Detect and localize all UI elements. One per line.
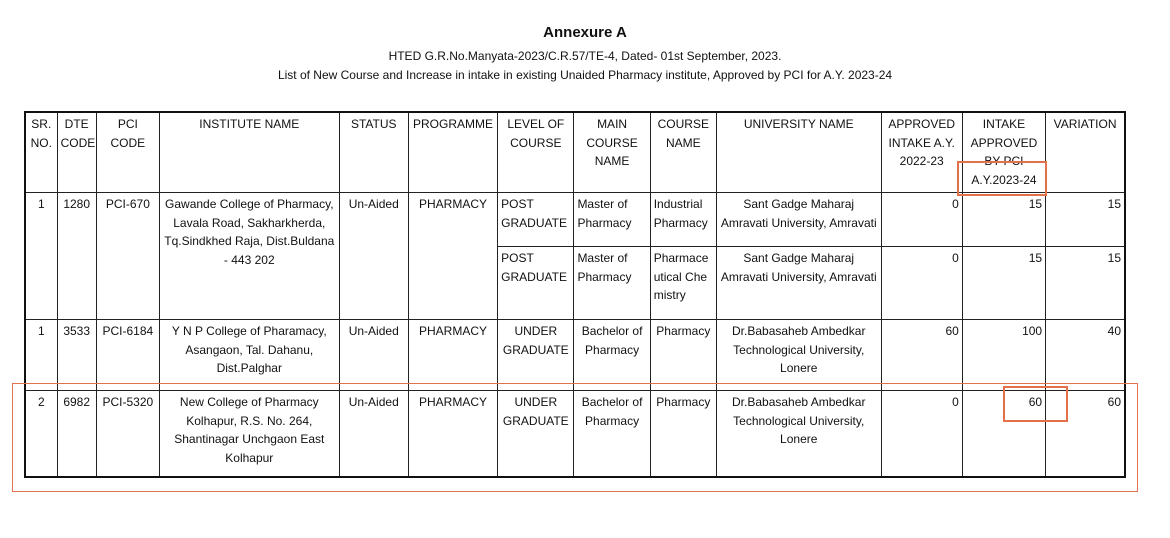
cell-institute: New College of Pharmacy Kolhapur, R.S. No. 264, Shantinagar Unchgaon East Kolhapur [159,391,339,478]
cell-status: Un-Aided [339,193,408,320]
cell-pci: PCI-6184 [96,320,159,391]
col-dte-code: DTE CODE [57,112,96,193]
cell-intake: 15 [962,193,1045,247]
cell-university: Dr.Babasaheb Ambedkar Technological University, Lonere [716,391,881,478]
gr-reference: HTED G.R.No.Manyata-2023/C.R.57/TE-4, Dated- 01st September, 2023. [388,49,782,63]
intake-header-year: A.Y.2023-24 [971,172,1037,187]
document-title: Annexure A [543,24,627,41]
cell-main-course: Bachelor of Pharmacy [574,391,650,478]
table-header-row [25,112,1125,193]
col-level-of-course: LEVEL OF COURSE [498,112,574,193]
col-university-name: UNIVERSITY NAME [716,112,881,193]
cell-approved: 0 [881,247,962,320]
col-programme: PROGRAMME [408,112,497,193]
list-description: List of New Course and Increase in intake in existing Unaided Pharmacy institute, Approved by PCI for A.Y. 2023-24 [277,68,893,82]
cell-status: Un-Aided [339,391,408,478]
col-status: STATUS [339,112,408,193]
cell-dte: 6982 [57,391,96,478]
cell-university: Sant Gadge Maharaj Amravati University, Amravati [716,247,881,320]
cell-intake: 60 [962,391,1045,478]
col-institute-name: INSTITUTE NAME [159,112,339,193]
cell-approved: 0 [881,193,962,247]
col-variation: VARIATION [1046,112,1125,193]
cell-main-course: Master of Pharmacy [574,193,650,247]
cell-level: UNDER GRADUATE [498,320,574,391]
cell-course: Industrial Pharmacy [650,193,716,247]
col-pci-code: PCI CODE [96,112,159,193]
cell-level: POST GRADUATE [498,247,574,320]
cell-programme: PHARMACY [408,320,497,391]
col-course-name: COURSE NAME [650,112,716,193]
col-sr-no: SR. NO. [25,112,57,193]
cell-dte: 3533 [57,320,96,391]
cell-sr: 1 [25,320,57,391]
cell-programme: PHARMACY [408,391,497,478]
cell-variation: 40 [1046,320,1125,391]
cell-intake: 100 [962,320,1045,391]
cell-sr: 2 [25,391,57,478]
cell-status: Un-Aided [339,320,408,391]
document-header [0,24,1170,85]
cell-dte: 1280 [57,193,96,320]
cell-approved: 60 [881,320,962,391]
cell-intake: 15 [962,247,1045,320]
table-row [25,391,1125,478]
cell-variation: 60 [1046,391,1125,478]
cell-level: UNDER GRADUATE [498,391,574,478]
cell-level: POST GRADUATE [498,193,574,247]
cell-institute: Y N P College of Pharamacy, Asangaon, Tal. Dahanu, Dist.Palghar [159,320,339,391]
table-row [25,193,1125,247]
cell-institute: Gawande College of Pharmacy, Lavala Road, Sakharkherda, Tq.Sindkhed Raja, Dist.Buldana - 443 202 [159,193,339,320]
annexure-table [24,111,1126,478]
cell-pci: PCI-670 [96,193,159,320]
intake-header-label: INTAKE APPROVED BY PCI [970,117,1038,168]
cell-programme: PHARMACY [408,193,497,320]
cell-course: Pharmacy [650,320,716,391]
cell-course: Pharmacy [650,391,716,478]
cell-variation: 15 [1046,247,1125,320]
col-approved-intake: APPROVED INTAKE A.Y. 2022-23 [881,112,962,193]
cell-main-course: Master of Pharmacy [574,247,650,320]
col-intake-approved [962,112,1045,193]
cell-course: Pharmaceutical Chemistry [650,247,716,320]
cell-university: Sant Gadge Maharaj Amravati University, Amravati [716,193,881,247]
table-row [25,320,1125,391]
cell-approved: 0 [881,391,962,478]
cell-sr: 1 [25,193,57,320]
cell-pci: PCI-5320 [96,391,159,478]
cell-university: Dr.Babasaheb Ambedkar Technological University, Lonere [716,320,881,391]
col-main-course-name: MAIN COURSE NAME [574,112,650,193]
cell-variation: 15 [1046,193,1125,247]
cell-main-course: Bachelor of Pharmacy [574,320,650,391]
